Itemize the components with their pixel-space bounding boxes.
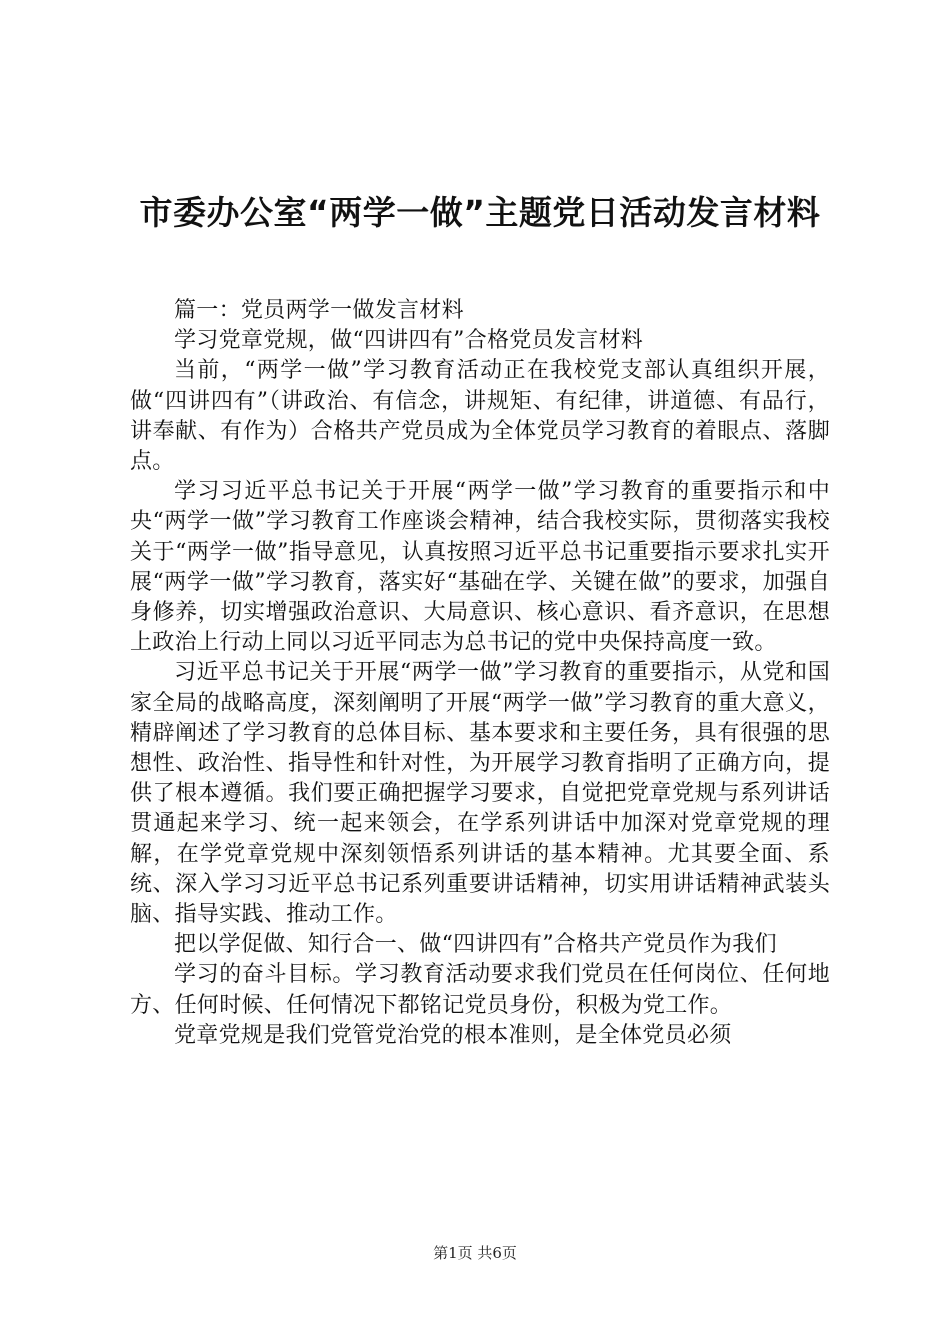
page-number-footer: 第1页 共6页 [433,1244,517,1262]
paragraph: 习近平总书记关于开展“两学一做”学习教育的重要指示，从党和国家全局的战略高度，深刻阐明了开展“两学一做”学习教育的重大意义，精辟阐述了学习教育的总体目标、基本要求和主要任务，具有很强的思想性、政治性、指导性和针对性，为开展学习教育指明了正确方向，提供了根本遵循。我们要正确把握学习要求，自觉把党章党规与系列讲话贯通起来学习、统一起来领会，在学系列讲话中加深对党章党规的理解，在学党章党规中深刻领悟系列讲话的基本精神。尤其要全面、系统、深入学习习近平总书记系列重要讲话精神，切实用讲话精神武装头脑、指导实践、推动工作。 [130,660,830,928]
paragraph: 学习的奋斗目标。学习教育活动要求我们党员在任何岗位、任何地方、任何时候、任何情况下都铭记党员身份，积极为党工作。 [130,962,830,1018]
paragraph: 党章党规是我们党管党治党的根本准则，是全体党员必须 [174,1022,732,1048]
paragraph: 把以学促做、知行合一、做“四讲四有”合格共产党员作为我们 [174,932,777,958]
document-body [130,296,830,1051]
document-title: 市委办公室“两学一做”主题党日活动发言材料 [139,193,821,232]
subheading: 学习党章党规，做“四讲四有”合格党员发言材料 [174,328,644,354]
paragraph: 当前，“两学一做”学习教育活动正在我校党支部认真组织开展，做“四讲四有”（讲政治、有信念，讲规矩、有纪律，讲道德、有品行，讲奉献、有作为）合格共产党员成为全体党员学习教育的着眼点、落脚点。 [130,358,830,475]
section-heading: 篇一：党员两学一做发言材料 [174,298,464,323]
paragraph: 学习习近平总书记关于开展“两学一做”学习教育的重要指示和中央“两学一做”学习教育工作座谈会精神，结合我校实际，贯彻落实我校关于“两学一做”指导意见，认真按照习近平总书记重要指示要求扎实开展“两学一做”学习教育，落实好“基础在学、关键在做”的要求，加强自身修养，切实增强政治意识、大局意识、核心意识、看齐意识，在思想上政治上行动上同以习近平同志为总书记的党中央保持高度一致。 [130,479,830,656]
